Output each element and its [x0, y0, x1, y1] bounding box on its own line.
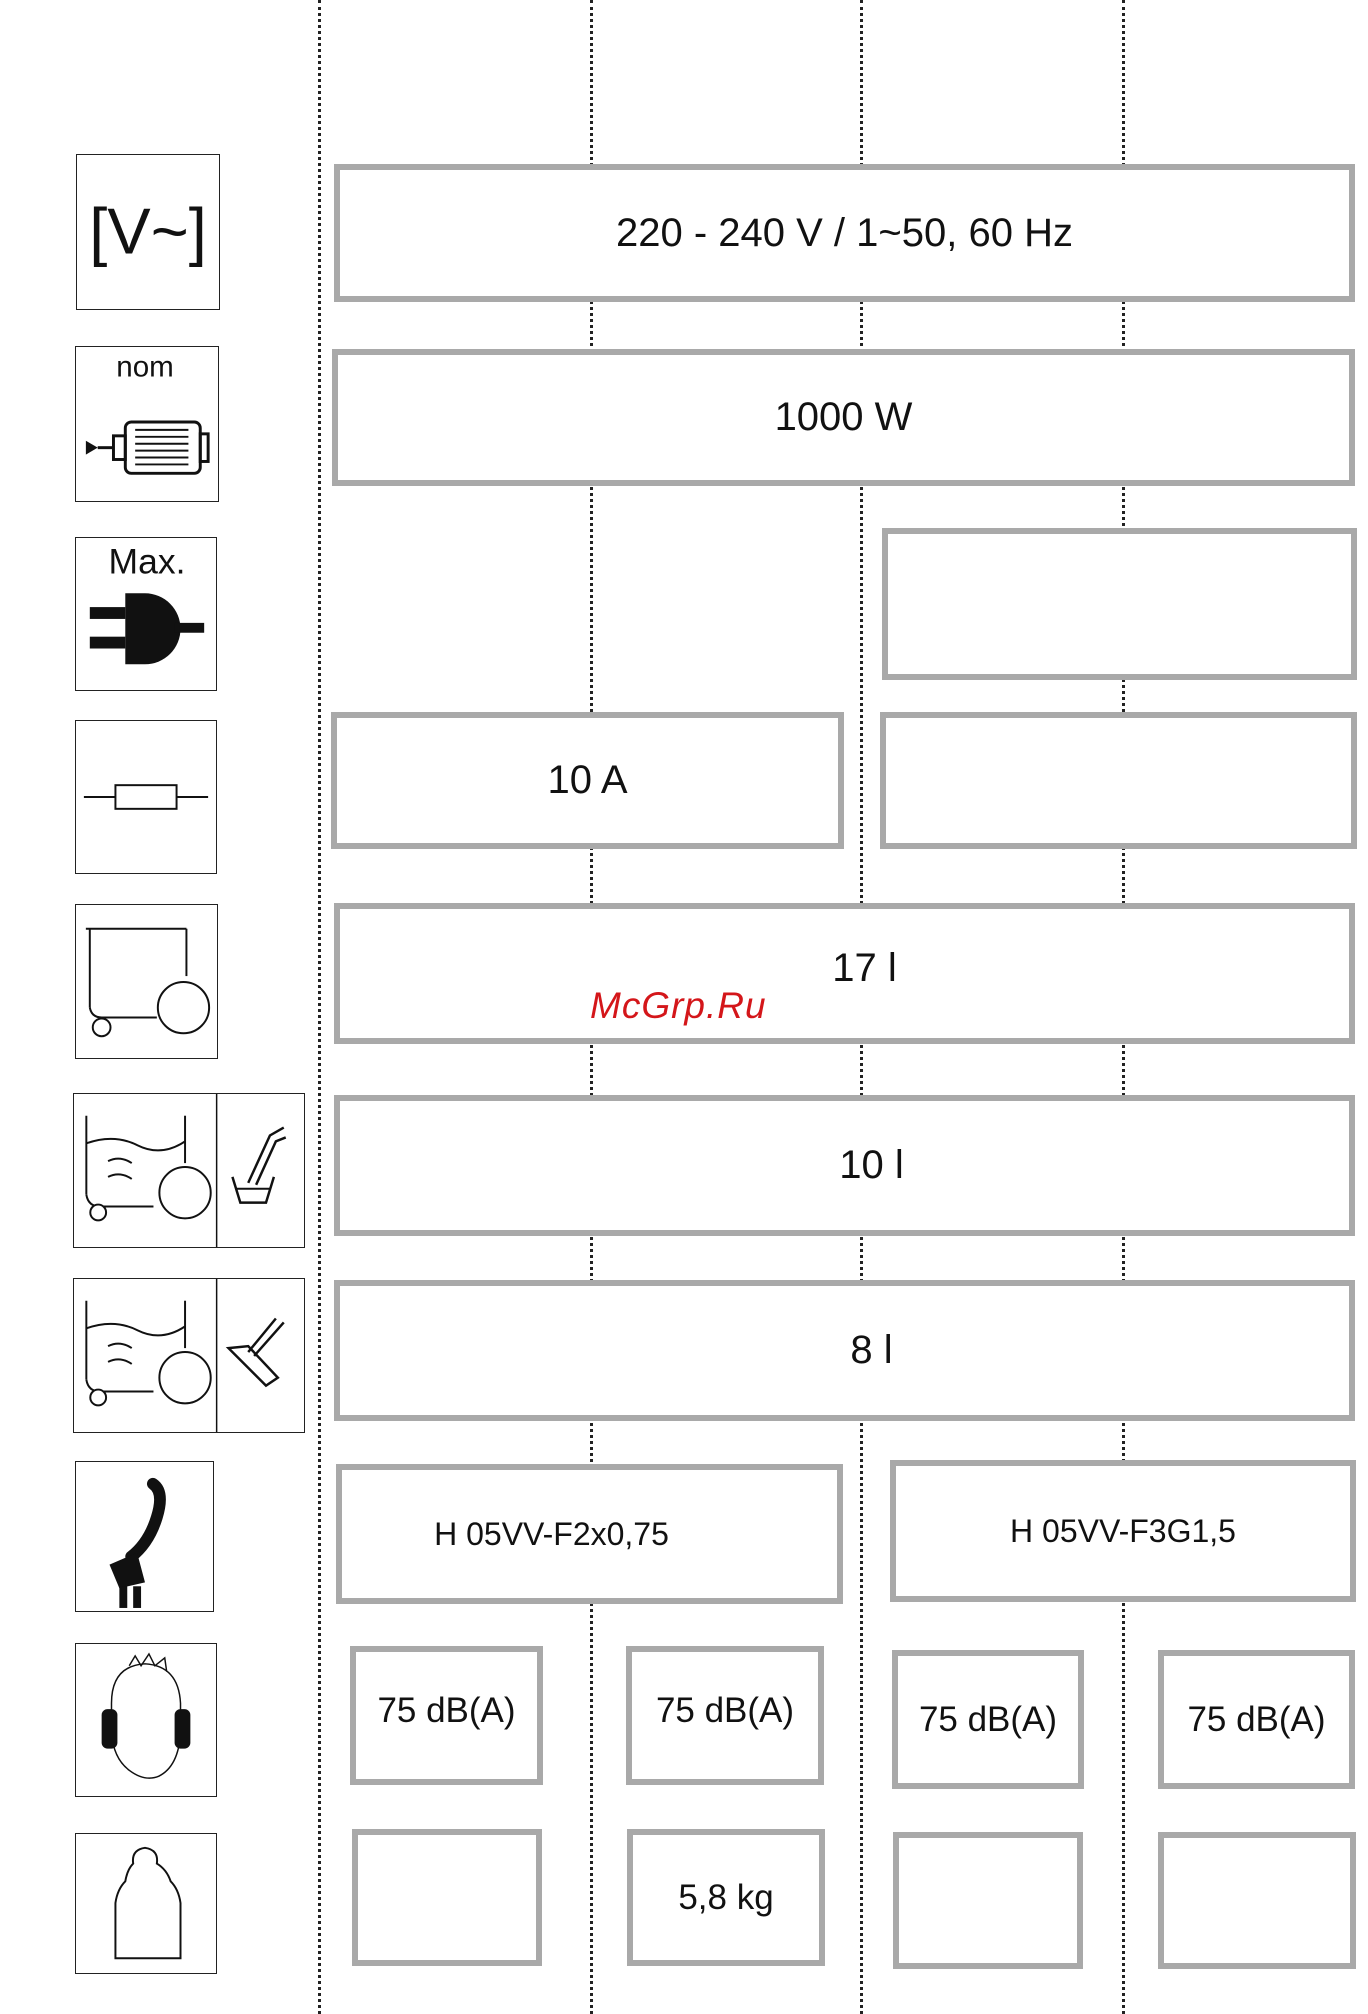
power-value: 1000 W [332, 349, 1355, 486]
weight-value-empty-3 [893, 1832, 1083, 1969]
weight-value: 5,8 kg [627, 1829, 825, 1966]
voltage-icon-text: [V~] [89, 194, 207, 268]
weight-value-empty-1 [352, 1829, 542, 1966]
watermark: McGrp.Ru [590, 985, 767, 1026]
max-plug-value-empty [882, 528, 1357, 680]
noise-value-1: 75 dB(A) [350, 1646, 543, 1785]
voltage-value: 220 - 240 V / 1~50, 60 Hz [334, 164, 1355, 302]
noise-value-4: 75 dB(A) [1158, 1650, 1355, 1789]
hearing-protection-icon [75, 1643, 217, 1797]
liquid-suction-icon [73, 1093, 305, 1248]
container-volume-value: 17 l [334, 903, 1355, 1044]
max-plug-icon [75, 537, 217, 691]
column-divider [318, 0, 321, 2014]
motor-power-icon [75, 346, 219, 502]
weight-icon [75, 1833, 217, 1974]
fuse-icon [75, 720, 217, 874]
nom-label: nom [116, 350, 174, 384]
cable-type-1-value: H 05VV-F2x0,75 [336, 1464, 843, 1604]
container-volume-icon [75, 904, 218, 1059]
weight-value-empty-4 [1158, 1832, 1356, 1969]
power-cable-icon [75, 1461, 214, 1612]
fuse-value-empty [880, 712, 1357, 849]
noise-value-2: 75 dB(A) [626, 1646, 824, 1785]
cable-type-2-value: H 05VV-F3G1,5 [890, 1460, 1356, 1602]
voltage-icon [76, 154, 220, 310]
noise-value-3: 75 dB(A) [892, 1650, 1084, 1789]
liquid-floor-volume-value: 8 l [334, 1280, 1355, 1421]
liquid-floor-icon [73, 1278, 305, 1433]
max-label: Max. [108, 541, 186, 582]
fuse-value: 10 A [331, 712, 844, 849]
liquid-suction-volume-value: 10 l [334, 1095, 1355, 1236]
